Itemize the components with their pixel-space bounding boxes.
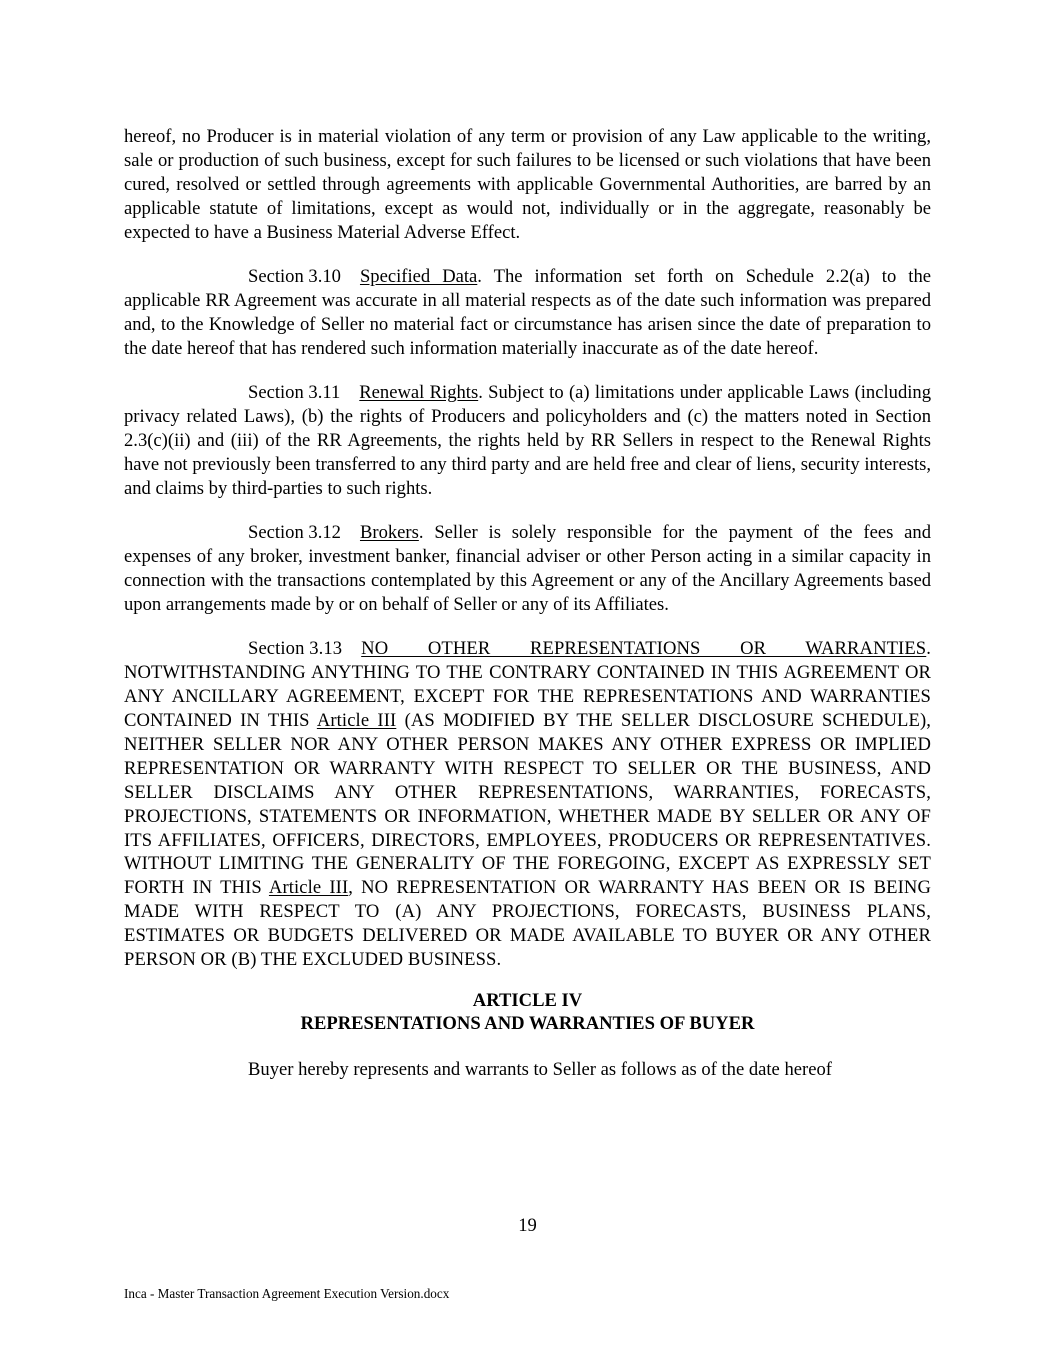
section-number: Section 3.10 [248,266,341,288]
section-text: , NO REPRESENTATION OR WARRANTY HAS BEEN OR IS BEING MADE WITH RESPECT TO (A) ANY PROJECTIONS, FORECASTS, BUSINESS PLANS, ESTIMATES OR BUDGETS DELIVERED OR MADE AVAILABLE TO BUYER OR ANY OTHER PERSON OR (B) THE EXCLUDED BUSINESS. [124,877,931,971]
section-number: Section 3.11 [248,382,341,404]
article-title: REPRESENTATIONS AND WARRANTIES OF BUYER [300,1013,755,1035]
page-number: 19 [518,1215,537,1236]
section-text: (AS MODIFIED BY THE SELLER DISCLOSURE SCHEDULE), NEITHER SELLER NOR ANY OTHER PERSON MAKES ANY OTHER EXPRESS OR IMPLIED REPRESENTATION OR WARRANTY WITH RESPECT TO SELLER OR THE BUSINESS, AND SELLER DISCLAIMS ANY OTHER REPRESENTATIONS, WARRANTIES, FORECASTS, PROJECTIONS, STATEMENTS OR INFORMATION, WHETHER MADE BY SELLER OR ANY OF ITS AFFILIATES, OFFICERS, DIRECTORS, EMPLOYEES, PRODUCERS OR REPRESENTATIVES. WITHOUT LIMITING THE GENERALITY OF THE FOREGOING, EXCEPT AS EXPRESSLY SET FORTH IN THIS [124,710,931,899]
section-3-10 [124,265,931,361]
section-text: . NOTWITHSTANDING ANYTHING TO THE CONTRARY CONTAINED IN THIS AGREEMENT OR ANY ANCILLARY AGREEMENT, EXCEPT FOR THE REPRESENTATIONS AND WARRANTIES CONTAINED IN THIS [124,638,931,732]
section-title: Renewal Rights [359,382,479,404]
article-number: ARTICLE IV [472,989,583,1011]
article-iii-link[interactable]: Article III [316,710,397,732]
section-3-12 [124,521,931,617]
section-text: . The information set forth on Schedule 2.2(a) to the applicable RR Agreement was accurate in all material respects as of the date such information was prepared and, to the Knowledge of Seller no material fact or circumstance has arisen since the date of preparation to the date hereof that has rendered such information materially inaccurate as of the date hereof. [124,266,931,359]
section-title: Brokers [359,522,419,544]
section-3-11 [124,381,931,501]
article-heading [124,989,931,1037]
closing-paragraph: Buyer hereby represents and warrants to Seller as follows as of the date hereof [248,1059,832,1081]
article-iii-link[interactable]: Article III [268,877,349,899]
document-footer: Inca - Master Transaction Agreement Execution Version.docx [124,1286,450,1301]
section-title: Specified Data [359,266,478,288]
section-text: . Subject to (a) limitations under applicable Laws (including privacy related Laws), (b) the rights of Producers and policyholders and (c) the matters noted in Section 2.3(c)(ii) and (iii) of the RR Agreements, the rights held by RR Sellers in respect to the Renewal Rights have not previously been transferred to any third party and are held free and clear of liens, security interests, and claims by third-parties to such rights. [124,382,931,499]
document-body [124,125,931,1103]
section-title: NO OTHER REPRESENTATIONS OR WARRANTIES [361,638,927,660]
section-3-13 [124,637,931,972]
section-number: Section 3.13 [248,638,343,660]
section-text: . Seller is solely responsible for the payment of the fees and expenses of any broker, investment banker, financial adviser or other Person acting in a similar capacity in connection with the transactions contemplated by this Agreement or any of the Ancillary Agreements based upon arrangements made by or on behalf of Seller or any of its Affiliates. [124,522,931,615]
section-number: Section 3.12 [248,522,341,544]
continuation-paragraph: hereof, no Producer is in material violation of any term or provision of any Law applicable to the writing, sale or production of such business, except for such failures to be licensed or such violations that have been cured, resolved or settled through agreements with applicable Governmental Authorities, are barred by an applicable statute of limitations, except as would not, individually or in the aggregate, reasonably be expected to have a Business Material Adverse Effect. [124,126,931,243]
